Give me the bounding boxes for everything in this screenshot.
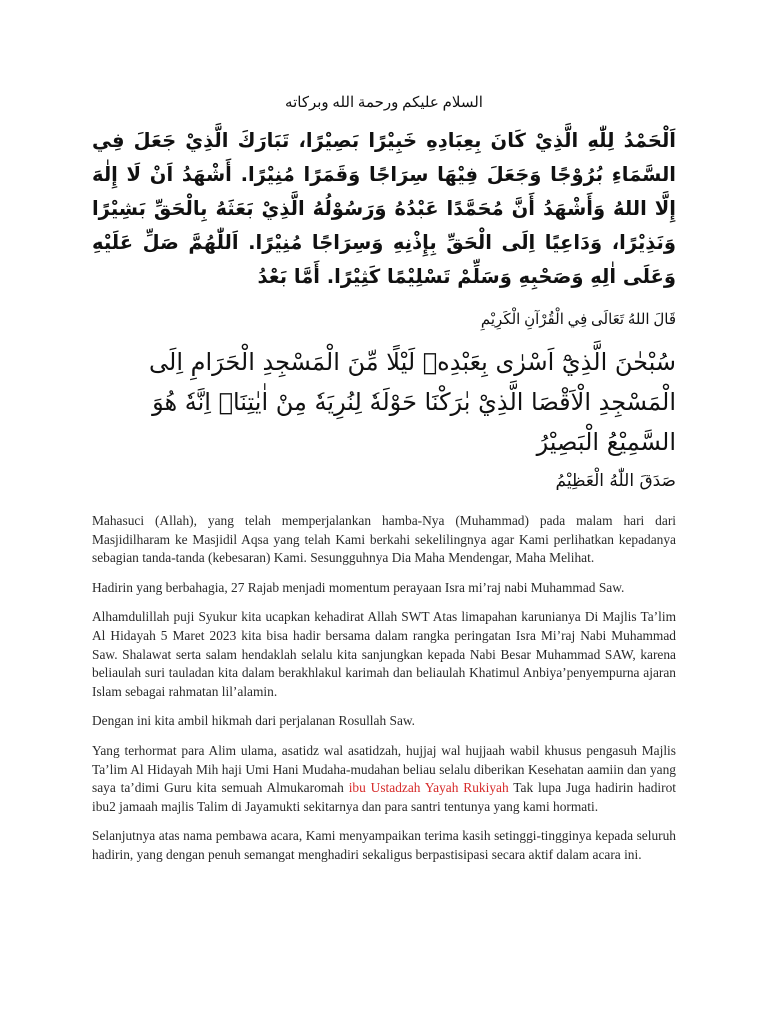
opening-arabic-text: اَلْحَمْدُ لِلّٰهِ الَّذِيْ كَانَ بِعِبَادِهِ خَبِيْرًا بَصِيْرًا، تَبَارَكَ الَّذِيْ جَعَلَ فِي السَّمَاءِ بُرُوْجًا وَجَعَلَ فِيْهَا سِرَاجًا وَقَمَرًا مُنِيْرًا. أَشْهَدُ اَنْ لَا إِلٰهَ إِلَّا اللهُ وَأَشْهَدُ أَنَّ مُحَمَّدًا عَبْدُهُ وَرَسُوْلُهُ الَّذِيْ بَعَثَهُ بِالْحَقِّ بَشِيْرًا وَنَذِيْرًا، وَدَاعِيًا اِلَى الْحَقِّ بِإِذْنِهِ وَسِرَاجًا مُنِيْرًا. اَللّٰهُمَّ صَلِّ عَلَيْهِ وَعَلَى اٰلِهِ وَصَحْبِهِ وَسَلِّمْ تَسْلِيْمًا كَثِيْرًا. أَمَّا بَعْدُ: [92, 129, 676, 288]
gratitude-paragraph: Alhamdulillah puji Syukur kita ucapkan kehadirat Allah SWT Atas limapahan karunianya Di Majlis Ta’lim Al Hidayah 5 Maret 2023 kita bisa hadir bersama dalam rangka peringatan Isra Mi’raj Nabi Muhammad Saw. Shalawat serta salam hendaklah selalu kita sanjungkan kepada Nabi Besar Muhammad SAW, karena beliaulah suri tauladan kita dalam berakhlakul karimah dan beliaulah Khatimul Anbiya’penyempurna ajaran Islam sebagai rahmatan lil’alamin.: [92, 609, 676, 699]
hikmah-paragraph: Dengan ini kita ambil hikmah dari perjalanan Rosullah Saw.: [92, 713, 416, 729]
highlighted-name: ibu Ustadzah Yayah Rukiyah: [348, 780, 509, 796]
honored-guests-text: Yang terhormat para Alim ulama, asatidz wal asatidzah, hujjaj wal hujjaah wabil khusus pengasuh Majlis Ta’lim Al Hidayah Mih haji Umi Hani Mudaha-mudahan beliau selalu diberikan Kesehatan aamiin dan yang saya ta’dimi Guru kita semuah Almukaromah: [92, 742, 676, 796]
honored-guests-paragraph: [92, 742, 676, 816]
body-text: [92, 512, 676, 865]
salam-heading: السلام عليكم ورحمة الله وبركاته: [285, 95, 483, 111]
closing-verse-text: صَدَقَ اللّٰهُ الْعَظِيْمُ: [555, 471, 676, 491]
quran-intro-text: قَالَ اللهُ تَعَالَى فِي الْقُرْآنِ الْكَرِيْمِ: [480, 312, 676, 328]
greeting-paragraph: Hadirin yang berbahagia, 27 Rajab menjadi momentum perayaan Isra mi’raj nabi Muhammad Saw.: [92, 579, 625, 595]
honored-guests-text-end: Tak lupa Juga hadirin hadirot ibu2 jamaah majlis Talim di Jayamukti sekitarnya dan para santri tentunya yang kami hormati.: [92, 780, 676, 814]
thanks-paragraph: Selanjutnya atas nama pembawa acara, Kami menyampaikan terima kasih setinggi-tingginya kepada seluruh hadirin, yang dengan penuh semangat menghadiri sekaligus berpastisipasi secara aktif dalam acara ini.: [92, 828, 676, 862]
translation-paragraph: Mahasuci (Allah), yang telah memperjalankan hamba-Nya (Muhammad) pada malam hari dari Masjidilharam ke Masjidil Aqsa yang telah Kami berkahi sekelilingnya agar Kami perlihatkan kepadanya sebagian tanda-tanda (kebesaran) Kami. Sesungguhnya Dia Maha Mendengar, Maha Melihat.: [92, 513, 676, 566]
quran-verse-text: سُبْحٰنَ الَّذِيْٓ اَسْرٰى بِعَبْدِهٖ لَيْلًا مِّنَ الْمَسْجِدِ الْحَرَامِ اِلَى الْمَسْجِدِ الْاَقْصَا الَّذِيْ بٰرَكْنَا حَوْلَهٗ لِنُرِيَهٗ مِنْ اٰيٰتِنَاۗ اِنَّهٗ هُوَ السَّمِيْعُ الْبَصِيْرُ: [149, 348, 676, 456]
